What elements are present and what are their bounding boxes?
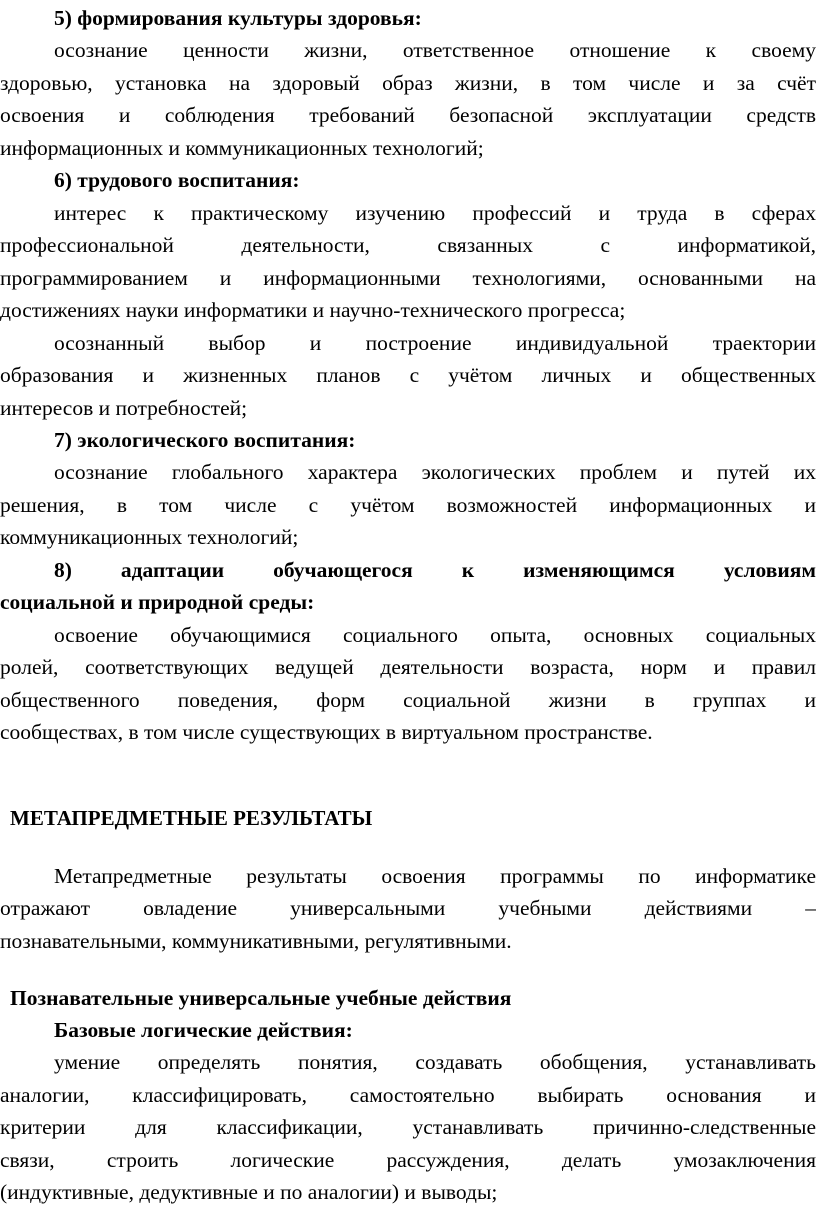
paragraph-line: информационных и коммуникационных технологий; bbox=[0, 136, 484, 160]
paragraph-line: отражают овладение универсальными учебными действиями – bbox=[0, 896, 816, 920]
paragraph-line: интерес к практическому изучению профессий и труда в сферах bbox=[54, 201, 816, 225]
paragraph-line: осознанный выбор и построение индивидуальной траектории bbox=[54, 331, 816, 355]
section-heading-adaptation-cont: социальной и природной среды: bbox=[0, 590, 315, 614]
paragraph-line: познавательными, коммуникативными, регулятивными. bbox=[0, 929, 512, 953]
paragraph-line: критерии для классификации, устанавливать причинно-следственные bbox=[0, 1115, 816, 1139]
paragraph-line: Метапредметные результаты освоения программы по информатике bbox=[54, 864, 816, 888]
subsection-title-cognitive-actions: Познавательные универсальные учебные действия bbox=[10, 986, 512, 1010]
section-heading-health-culture: 5) формирования культуры здоровья: bbox=[54, 6, 422, 30]
paragraph-line: освоения и соблюдения требований безопасной эксплуатации средств bbox=[0, 103, 816, 127]
paragraph-line: образования и жизненных планов с учётом личных и общественных bbox=[0, 363, 816, 387]
paragraph-line: профессиональной деятельности, связанных с информатикой, bbox=[0, 233, 816, 257]
paragraph-line: аналогии, классифицировать, самостоятельно выбирать основания и bbox=[0, 1083, 816, 1107]
paragraph-line: общественного поведения, форм социальной жизни в группах и bbox=[0, 688, 816, 712]
paragraph-line: сообществах, в том числе существующих в виртуальном пространстве. bbox=[0, 720, 653, 744]
paragraph-line: решения, в том числе с учётом возможностей информационных и bbox=[0, 493, 816, 517]
section-heading-adaptation: 8) адаптации обучающегося к изменяющимся условиям bbox=[54, 558, 816, 582]
paragraph-line: умение определять понятия, создавать обобщения, устанавливать bbox=[54, 1050, 816, 1074]
paragraph-line: коммуникационных технологий; bbox=[0, 525, 299, 549]
paragraph-line: интересов и потребностей; bbox=[0, 396, 248, 420]
subsection-heading-basic-logical-actions: Базовые логические действия: bbox=[54, 1018, 353, 1042]
paragraph-line: здоровью, установка на здоровый образ жизни, в том числе и за счёт bbox=[0, 71, 816, 95]
section-title-metasubject-results: МЕТАПРЕДМЕТНЫЕ РЕЗУЛЬТАТЫ bbox=[10, 806, 373, 830]
section-heading-labor-education: 6) трудового воспитания: bbox=[54, 168, 300, 192]
paragraph-line: осознание ценности жизни, ответственное отношение к своему bbox=[54, 38, 816, 62]
paragraph-line: программированием и информационными технологиями, основанными на bbox=[0, 266, 816, 290]
paragraph-line: осознание глобального характера экологических проблем и путей их bbox=[54, 460, 816, 484]
paragraph-line: достижениях науки информатики и научно-технического прогресса; bbox=[0, 298, 626, 322]
section-heading-ecological-education: 7) экологического воспитания: bbox=[54, 428, 356, 452]
paragraph-line: связи, строить логические рассуждения, делать умозаключения bbox=[0, 1148, 816, 1172]
paragraph-line: ролей, соответствующих ведущей деятельности возраста, норм и правил bbox=[0, 655, 816, 679]
paragraph-line: освоение обучающимися социального опыта, основных социальных bbox=[54, 623, 816, 647]
paragraph-line: (индуктивные, дедуктивные и по аналогии) и выводы; bbox=[0, 1180, 498, 1204]
